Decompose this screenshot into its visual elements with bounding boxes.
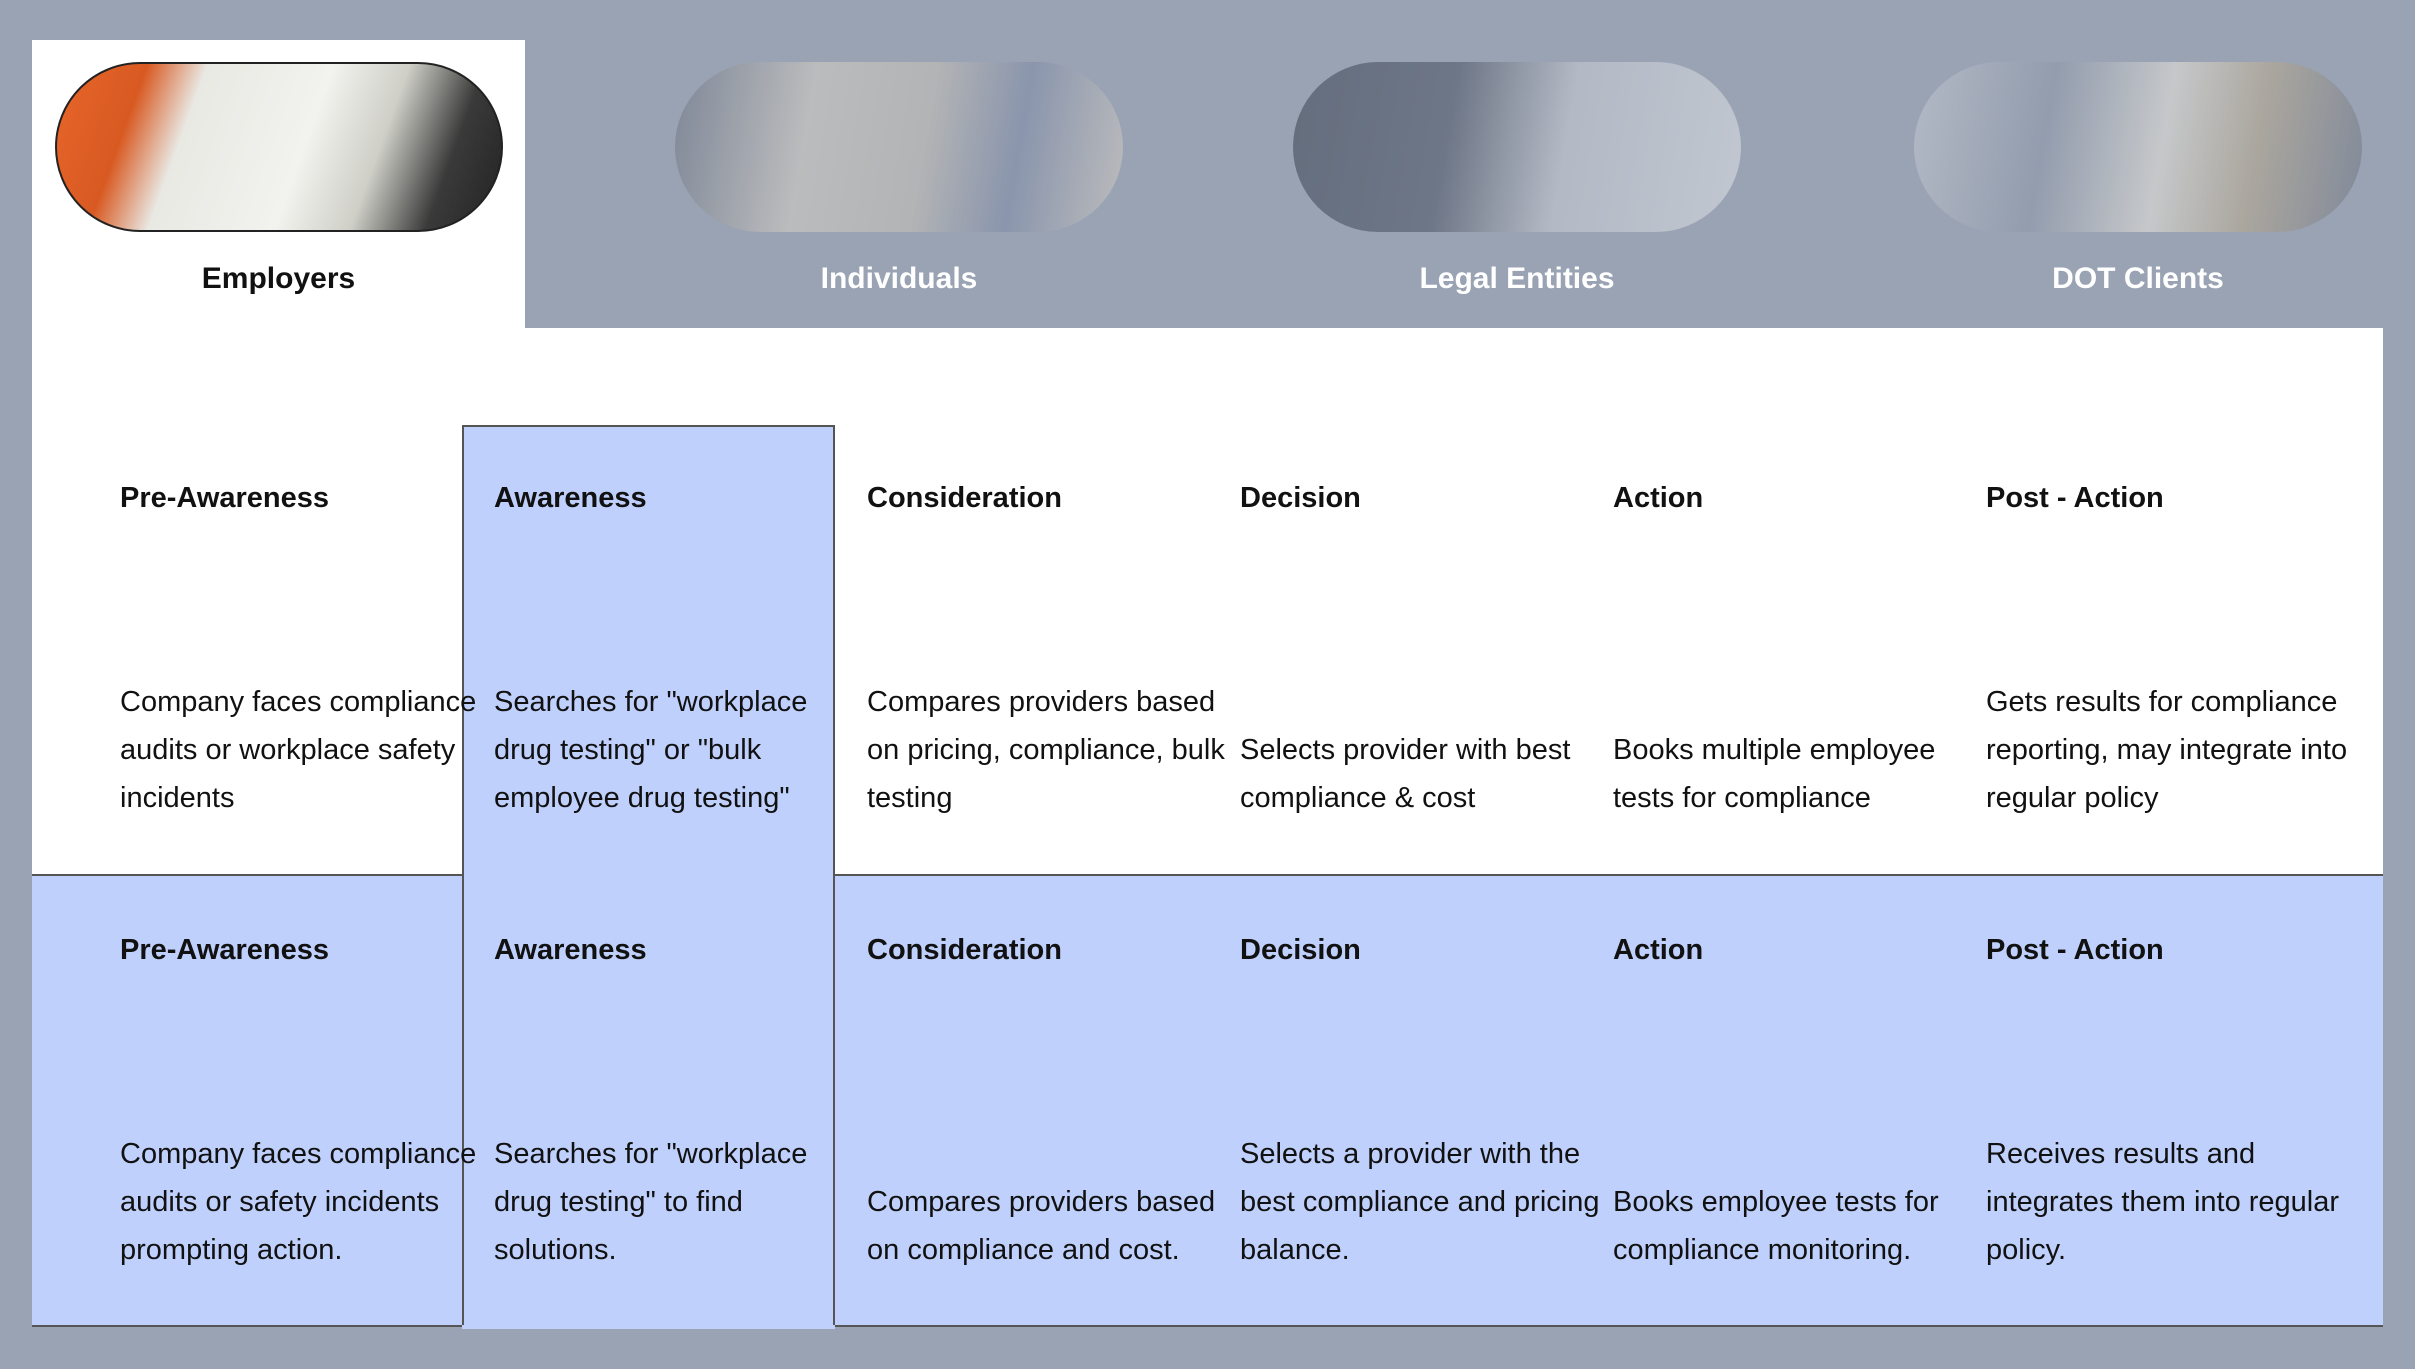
stage-title: Action (1613, 934, 1704, 966)
stage-title: Decision (1240, 934, 1361, 966)
stage-description: Receives results and integrates them into regular policy. (1986, 1138, 2340, 1266)
stage-title: Awareness (494, 482, 647, 514)
tab-label: DOT Clients (2052, 262, 2224, 295)
tab-label: Employers (201, 262, 356, 295)
stage-description: Company faces compliance audits or safety incidents prompting action. (120, 1138, 477, 1266)
journey-stage-top (867, 482, 1240, 822)
stage-description: Selects provider with best compliance & cost (1240, 734, 1571, 814)
tab-label: Individuals (820, 262, 978, 295)
stage-description: Searches for "workplace drug testing" to find solutions. (494, 1138, 808, 1266)
employers-photo (55, 62, 503, 232)
stage-title: Consideration (867, 482, 1062, 514)
stage-title: Post - Action (1986, 482, 2164, 514)
journey-stage-top (494, 482, 867, 822)
stage-description: Gets results for compliance reporting, may integrate into regular policy (1986, 686, 2348, 814)
stage-title: Awareness (494, 934, 647, 966)
tab-individuals[interactable] (680, 40, 1118, 328)
journey-stage-bottom (867, 934, 1240, 1274)
stage-description: Books employee tests for compliance monitoring. (1613, 1186, 1939, 1266)
legal-entities-photo (1293, 62, 1741, 232)
stage-description: Compares providers based on pricing, compliance, bulk testing (867, 686, 1225, 814)
stage-title: Post - Action (1986, 934, 2164, 966)
highlight-join-bottom (462, 1325, 835, 1329)
stage-description: Searches for "workplace drug testing" or "bulk employee drug testing" (494, 686, 808, 814)
journey-stage-bottom (1986, 934, 2359, 1274)
tab-dot-clients[interactable] (1918, 40, 2358, 328)
stage-title: Pre-Awareness (120, 482, 330, 514)
stage-title: Pre-Awareness (120, 934, 330, 966)
journey-stage-top (1240, 482, 1613, 822)
journey-stage-bottom (1613, 934, 1986, 1274)
journey-stage-top (120, 482, 493, 822)
journey-stage-bottom (120, 934, 493, 1274)
stage-title: Consideration (867, 934, 1062, 966)
journey-stage-top (1613, 482, 1986, 822)
tab-label: Legal Entities (1419, 262, 1615, 295)
stage-description: Selects a provider with the best compliance and pricing balance. (1240, 1138, 1600, 1266)
tab-legal-entities[interactable] (1298, 40, 1736, 328)
dot-clients-photo (1914, 62, 2362, 232)
stage-title: Decision (1240, 482, 1361, 514)
stage-description: Books multiple employee tests for compliance (1613, 734, 1936, 814)
individuals-photo (675, 62, 1123, 232)
journey-stage-bottom (494, 934, 867, 1274)
highlight-join (464, 875, 833, 879)
tab-employers[interactable] (32, 40, 525, 328)
stage-description: Company faces compliance audits or workplace safety incidents (120, 686, 477, 814)
journey-stage-top (1986, 482, 2359, 822)
journey-stage-bottom (1240, 934, 1613, 1274)
stage-description: Compares providers based on compliance and cost. (867, 1186, 1216, 1266)
stage-title: Action (1613, 482, 1704, 514)
